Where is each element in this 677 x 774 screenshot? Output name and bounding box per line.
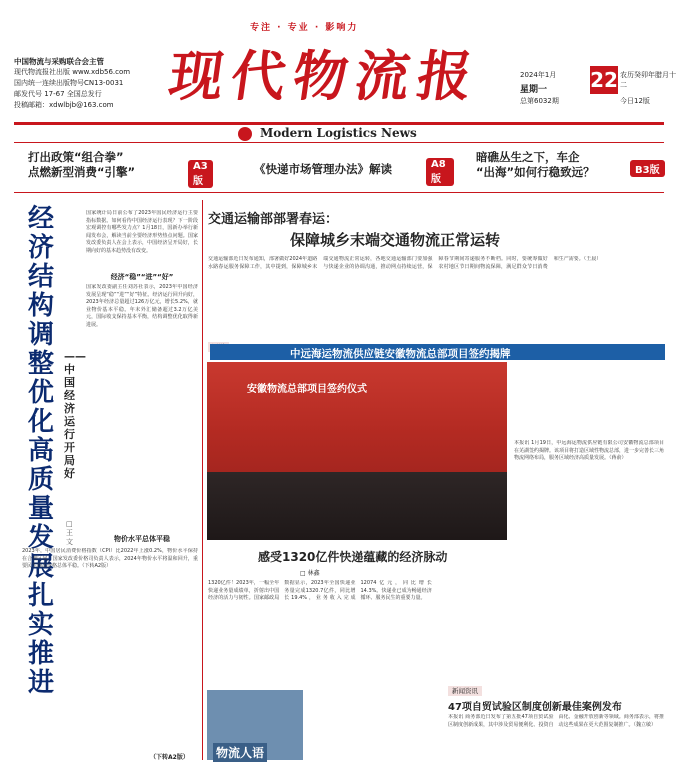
- masthead-slogan: 专注 · 专业 · 影响力: [250, 23, 359, 33]
- promo-page-badge: A3版: [188, 160, 213, 188]
- lead-subtitle: ——中国经济运行开局好: [64, 350, 86, 480]
- issue-number: 总第6032期: [520, 97, 559, 105]
- english-name: Modern Logistics News: [260, 126, 417, 140]
- photo-caption-title: 中远海运物流供应链安徽物流总部项目签约揭牌: [290, 348, 511, 360]
- masthead-divider-thin: [14, 142, 664, 143]
- lead-body-2: 国家发改委副主任刘苏社表示，2023年中国经济发展呈现“稳”“进”“好”特征。经济运行回升向好，2023年经济总量超过126万亿元，增长5.2%，就业物价基本平稳。年末外汇储备超过3.2万亿美元，国际收支保持基本平衡，结构调整优化取得新进展。: [86, 284, 198, 328]
- promo-item-3[interactable]: [476, 150, 666, 184]
- promo-page-badge: A8版: [426, 158, 454, 186]
- lead-body-1: 国家统计局日前公布了2023年国民经济运行主要指标数据。如何看待中国经济运行表现？下一阶段宏观调控有哪些发力点？1月18日，国新办举行新闻发布会，解读当前全要经济形势热点问题。国家发改委负责人在会上表示，中国经济呈开局好，长期向好的基本趋势没有改变。: [86, 210, 198, 254]
- publisher-org: 中国物流与采购联合会主管: [14, 57, 104, 66]
- story2-body: 1320亿件！2023年，一幅全年快递业务量成绩单，折射出中国经济的活力与韧性。国家邮政局数据显示，2023年全国快递业务量完成1320.7亿件，同比增长19.4%，业务收入完成12074亿元，同比增长14.3%。快递业已成为畅通经济循环、服务民生的重要力量。: [208, 580, 432, 602]
- story3-body: 本报讯 商务部近日发布了第五批47项自贸试验区制度创新成果，其中涉及贸易便利化、投资自由化、金融开放创新等领域。商务部表示，将推动这些成果在更大范围复制推广。（魏立敏）: [448, 714, 664, 728]
- lead-subhead-1: 经济“稳”“进”“好”: [110, 273, 174, 281]
- newspaper-logo: 现代物流报: [165, 44, 485, 108]
- lead-body-3: 2023年，中国居民消费价格指数（CPI）比2022年上涨0.2%，物价水平保持在合理区间。国家发改委价格司负责人表示，2024年物价水平将温和回升，重要民生商品价格总体平稳。（下转A2版）: [22, 548, 198, 570]
- publisher-site: 现代物流报社出版 www.xdb56.com: [14, 68, 131, 76]
- story1-body: 交通运输部近日发布通知，部署做好2024年道路水路春运服务保障工作，其中提到，保障城乡末端交通物流正常运转，各地交通运输部门要加强与快递企业的协调沟通，推动网点持续运营，保障春节期间寄递服务不断档。同时，要统筹做好农村地区节日期间物流保障，满足群众节日消费和生产需要。（王晨）: [208, 256, 602, 270]
- publisher-postal: 邮发代号 17-67 全国总发行: [14, 90, 102, 98]
- page-count: 今日12版: [620, 97, 650, 105]
- signing-photo: [207, 362, 507, 540]
- logistics-image-caption: 物流人语: [213, 743, 267, 762]
- publisher-email: 投稿邮箱：xdwlbjb@163.com: [14, 101, 114, 109]
- story1-title-line2: 保障城乡末端交通物流正常运转: [290, 231, 501, 249]
- logo-icon: [238, 127, 252, 141]
- date-weekday: 星期一: [520, 85, 548, 95]
- news-label: [448, 678, 482, 697]
- story1-title-line1: 交通运输部部署春运：: [208, 212, 339, 227]
- promo-item-1[interactable]: [28, 150, 208, 187]
- promo-divider: [14, 192, 664, 193]
- lead-author: □ 王文: [66, 520, 73, 546]
- photo-banner: 安徽物流总部项目签约仪式: [247, 384, 367, 395]
- publisher-cn: 国内统一连续出版物号CN13-0031: [14, 79, 124, 87]
- date-month: 2024年1月: [520, 71, 557, 79]
- promo-page-badge: B3版: [630, 160, 665, 177]
- promo-title: 打出政策“组合拳” 点燃新型消费“引擎”: [28, 150, 136, 179]
- date-day: 22: [590, 68, 618, 92]
- news-tag: 新闻资讯: [448, 686, 482, 696]
- photo-people: [207, 472, 507, 540]
- story3-title: 47项自贸试验区制度创新最佳案例发布: [448, 702, 622, 713]
- column-divider: [202, 200, 203, 760]
- promo-item-2[interactable]: [254, 158, 454, 192]
- lead-headline: 经济结构调整优化 高质量发展扎实推进: [28, 204, 55, 698]
- photo-caption-body: 本报讯 1月19日，中远海运物流供应链有限公司安徽物流总部项目在芜湖签约揭牌。该项目将打造区域性物流总部，进一步完善长三角物流网络布局，服务区域经济高质量发展。（蒋俞）: [514, 440, 664, 462]
- story2-title: 感受1320亿件快递蕴藏的经济脉动: [258, 550, 448, 564]
- publisher-info: [14, 56, 164, 111]
- promo-title: 《快递市场管理办法》解读: [254, 162, 392, 176]
- lead-subhead-2: 物价水平总体平稳: [114, 535, 170, 543]
- lead-jump: （下转A2版）: [150, 754, 189, 761]
- promo-title: 暗礁丛生之下，车企 “出海”如何行稳致远？: [476, 150, 595, 179]
- masthead-divider: [14, 122, 664, 125]
- story2-author: □ 林鑫: [300, 570, 320, 577]
- date-lunar: 农历癸卯年腊月十二: [620, 71, 676, 89]
